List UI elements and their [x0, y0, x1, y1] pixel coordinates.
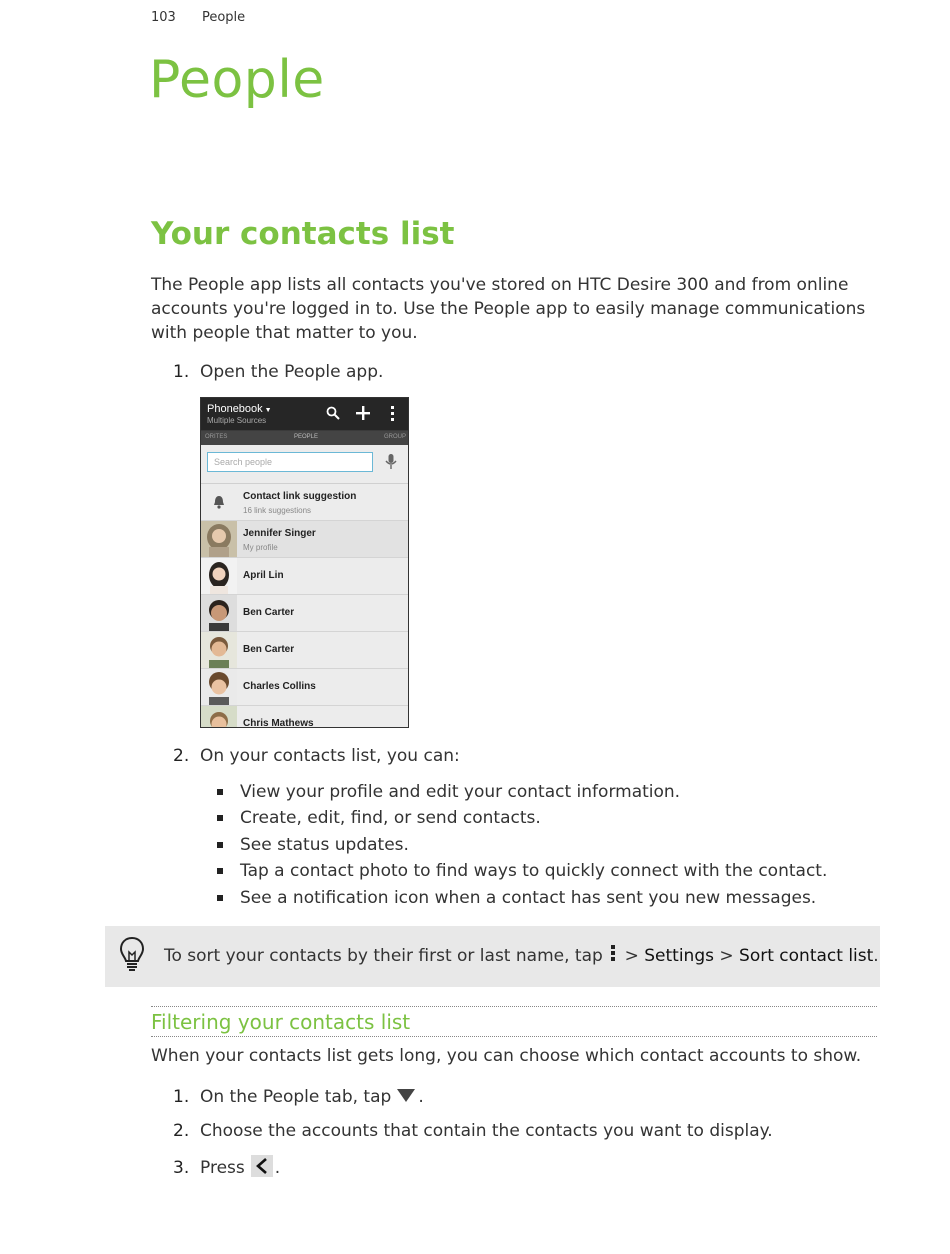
phone-title-text: Phonebook — [207, 403, 263, 415]
divider — [151, 1036, 877, 1037]
microphone-icon[interactable] — [385, 454, 397, 470]
suggestion-title: Contact link suggestion — [243, 491, 357, 502]
tip-separator: > — [719, 946, 734, 966]
phone-title[interactable] — [207, 403, 272, 415]
step-number: 3. — [173, 1158, 190, 1178]
suggestion-detail: 16 link suggestions — [243, 506, 312, 515]
dropdown-triangle-icon — [397, 1089, 415, 1102]
list-item: View your profile and edit your contact information. — [216, 780, 827, 806]
tip-sort-contact-list: Sort contact list — [739, 946, 874, 966]
step-2 — [173, 746, 460, 766]
filter-step-2 — [173, 1121, 773, 1141]
phone-search-bar — [201, 445, 408, 484]
avatar[interactable] — [201, 521, 237, 557]
filter-step-1 — [173, 1087, 424, 1107]
tip-text — [164, 945, 879, 966]
subsection-title: Filtering your contacts list — [151, 1010, 411, 1034]
search-input[interactable]: Search people — [207, 452, 373, 472]
step-text: Choose the accounts that contain the contacts you want to display. — [200, 1121, 773, 1141]
tip-settings: Settings — [644, 946, 714, 966]
tip-separator: > — [624, 946, 639, 966]
lightbulb-icon — [119, 936, 145, 974]
contact-name: Ben Carter — [243, 644, 295, 655]
step-number: 1. — [173, 1087, 190, 1107]
menu-icon — [611, 945, 615, 963]
tip-prefix: To sort your contacts by their first or last name, tap — [164, 946, 603, 966]
contact-name: Charles Collins — [243, 681, 316, 692]
step-end: . — [418, 1087, 424, 1107]
phone-subtitle: Multiple Sources — [207, 416, 267, 425]
running-section: People — [201, 10, 246, 25]
avatar[interactable] — [201, 669, 237, 705]
tip-end: . — [873, 946, 879, 966]
menu-icon[interactable] — [390, 406, 395, 421]
phone-tabs — [201, 430, 408, 445]
step-number: 2. — [173, 1121, 190, 1141]
contact-row[interactable] — [201, 558, 408, 595]
capabilities-list — [216, 780, 827, 912]
avatar[interactable] — [201, 706, 237, 728]
avatar[interactable] — [201, 632, 237, 668]
contact-link-suggestion[interactable] — [201, 484, 408, 521]
step-text: On the People tab, tap — [200, 1087, 392, 1107]
step-end: . — [274, 1158, 281, 1178]
list-item: Create, edit, find, or send contacts. — [216, 806, 827, 832]
list-item: Tap a contact photo to find ways to quickly connect with the contact. — [216, 859, 827, 885]
step-number: 2. — [173, 746, 190, 766]
step-number: 1. — [173, 362, 190, 382]
tab-people[interactable]: PEOPLE — [294, 434, 319, 440]
contact-name: Jennifer Singer — [243, 528, 316, 539]
list-item: See a notification icon when a contact has sent you new messages. — [216, 886, 827, 912]
subsection-intro: When your contacts list gets long, you can choose which contact accounts to show. — [151, 1046, 862, 1066]
contact-name: Chris Mathews — [243, 718, 314, 728]
page-header — [151, 10, 245, 25]
back-icon — [251, 1155, 273, 1177]
page-number: 103 — [151, 10, 176, 25]
contact-name: April Lin — [243, 570, 284, 581]
contact-detail: My profile — [243, 543, 278, 552]
avatar[interactable] — [201, 595, 237, 631]
divider — [151, 1006, 877, 1007]
avatar[interactable] — [201, 558, 237, 594]
intro-paragraph: The People app lists all contacts you've stored on HTC Desire 300 and from online accounts you're logged in to. Use the People app to easily manage communications with people that matter to you. — [151, 275, 866, 343]
search-icon[interactable] — [326, 406, 340, 420]
chapter-title: People — [149, 50, 325, 110]
section-title: Your contacts list — [151, 216, 455, 252]
contact-row-profile[interactable] — [201, 521, 408, 558]
tab-groups[interactable]: GROUP — [384, 434, 407, 440]
bell-icon — [212, 495, 226, 509]
contact-row[interactable] — [201, 595, 408, 632]
contact-name: Ben Carter — [243, 607, 295, 618]
list-item: See status updates. — [216, 833, 827, 859]
phone-screenshot — [200, 397, 409, 728]
filter-step-3 — [173, 1155, 280, 1178]
step-1 — [173, 362, 383, 382]
step-text: On your contacts list, you can: — [200, 746, 460, 766]
tab-favorites[interactable]: ORITES — [205, 434, 228, 440]
contact-row[interactable] — [201, 632, 408, 669]
dropdown-caret-icon: ▼ — [264, 407, 272, 414]
add-icon[interactable] — [356, 406, 370, 420]
tip-box — [105, 926, 880, 987]
step-text: Open the People app. — [200, 362, 384, 382]
phone-action-bar — [201, 398, 408, 430]
step-text: Press — [200, 1158, 245, 1178]
contact-row[interactable] — [201, 669, 408, 706]
contact-row[interactable] — [201, 706, 408, 728]
